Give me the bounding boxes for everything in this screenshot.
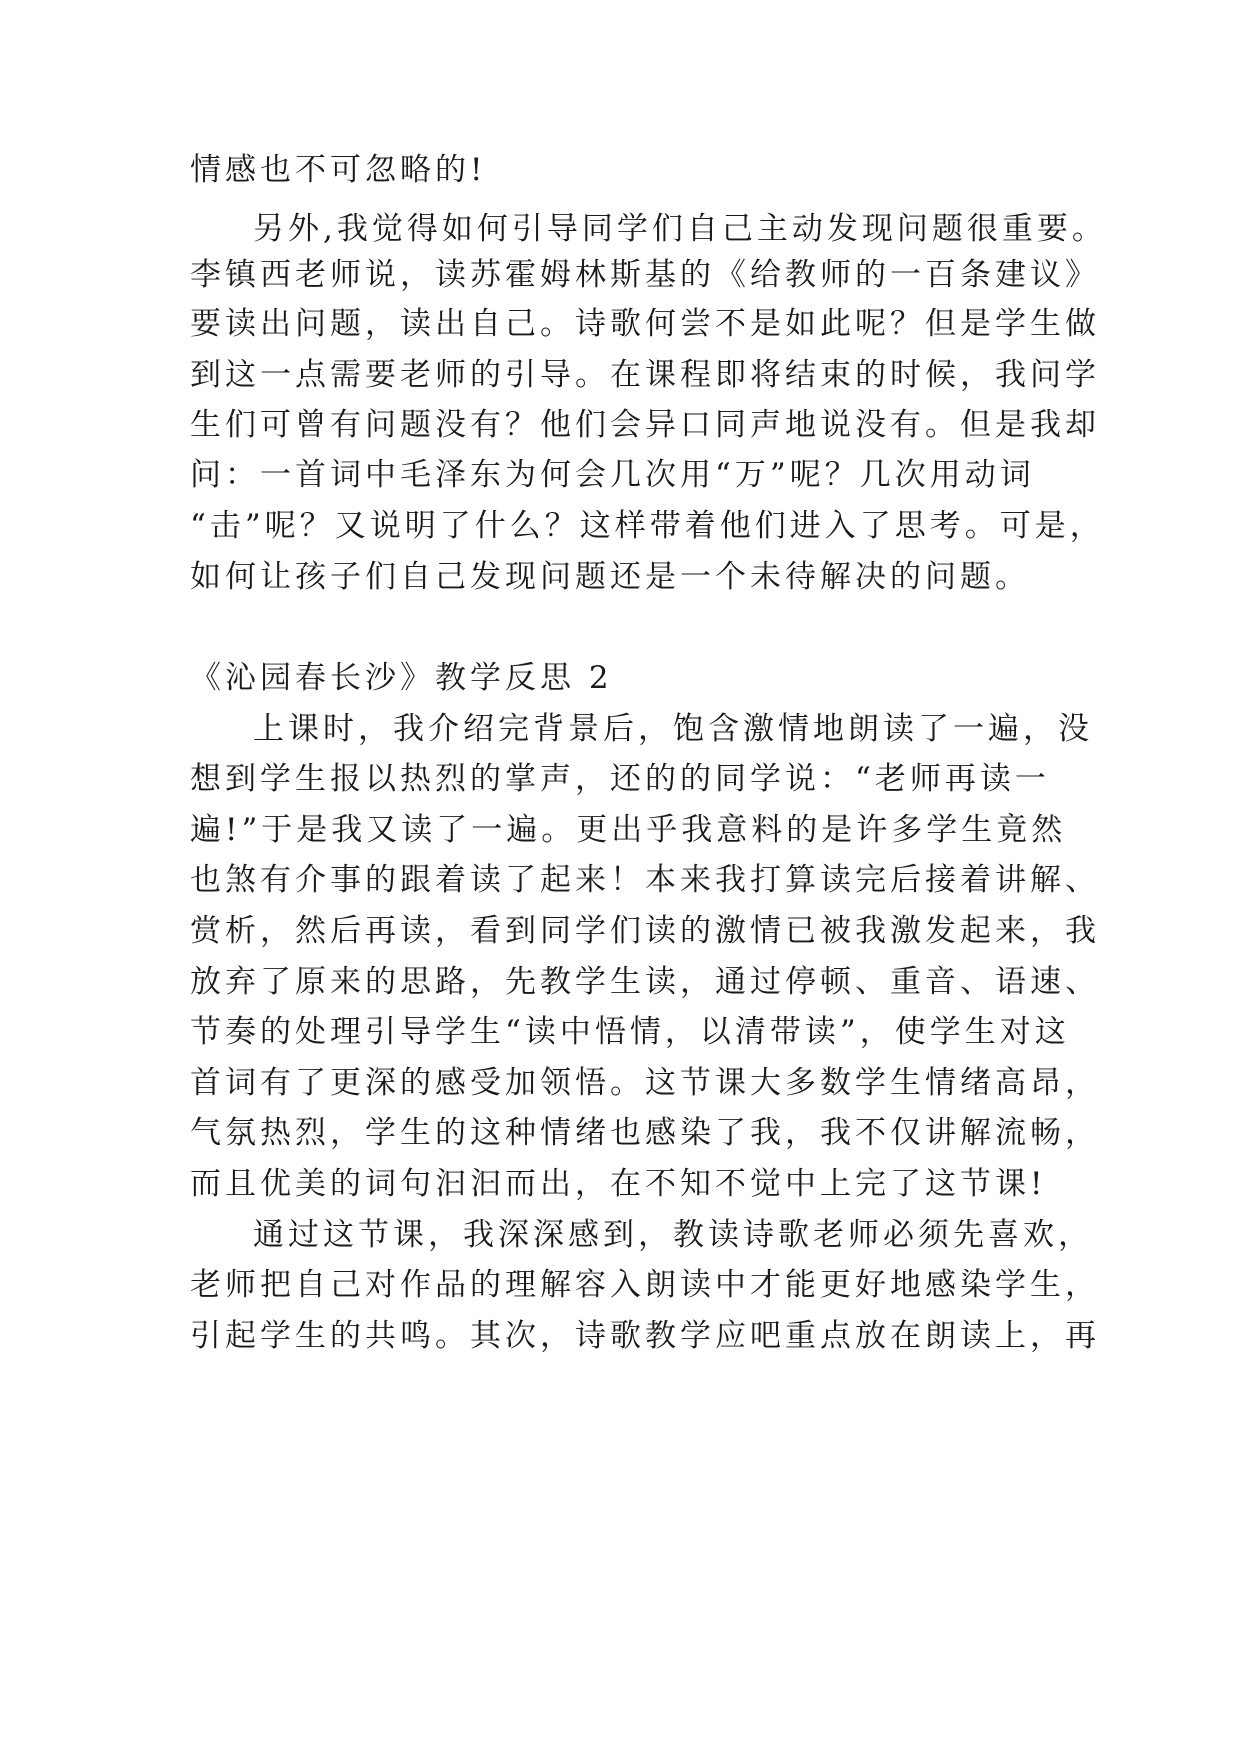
paragraph-line: 问：一首词中毛泽东为何会几次用“万”呢？几次用动词 [190, 457, 1035, 493]
paragraph-line: 如何让孩子们自己发现问题还是一个未待解决的问题。 [190, 559, 1030, 595]
paragraph-line: 生们可曾有问题没有？他们会异口同声地说没有。但是我却 [190, 407, 1100, 443]
paragraph-line: 遍!”于是我又读了一遍。更出乎我意料的是许多学生竟然 [190, 812, 1067, 848]
paragraph-line: 到这一点需要老师的引导。在课程即将结束的时候，我问学 [190, 357, 1100, 393]
paragraph-line: 上课时，我介绍完背景后，饱含激情地朗读了一遍，没 [253, 711, 1093, 747]
paragraph-line: 老师把自己对作品的理解容入朗读中才能更好地感染学生， [190, 1267, 1100, 1303]
paragraph-line: 节奏的处理引导学生“读中悟情，以清带读”，使学生对这 [190, 1014, 1070, 1050]
paragraph-line: 想到学生报以热烈的掌声，还的的同学说：“老师再读一 [190, 761, 1050, 797]
paragraph-line: 李镇西老师说，读苏霍姆林斯基的《给教师的一百条建议》 [190, 257, 1100, 293]
paragraph-line: 另外,我觉得如何引导同学们自己主动发现问题很重要。 [253, 211, 1107, 247]
paragraph-line: 通过这节课，我深深感到，教读诗歌老师必须先喜欢， [253, 1217, 1093, 1253]
section-title: 《沁园春长沙》教学反思 2 [190, 660, 613, 696]
paragraph-line: 情感也不可忽略的! [190, 152, 487, 188]
paragraph-line: 也煞有介事的跟着读了起来！本来我打算读完后接着讲解、 [190, 862, 1100, 898]
paragraph-line: 放弃了原来的思路，先教学生读，通过停顿、重音、语速、 [190, 964, 1100, 1000]
paragraph-line: 引起学生的共鸣。其次，诗歌教学应吧重点放在朗读上，再 [190, 1318, 1100, 1354]
paragraph-line: “击”呢？又说明了什么？这样带着他们进入了思考。可是， [190, 508, 1105, 544]
paragraph-line: 赏析，然后再读，看到同学们读的激情已被我激发起来，我 [190, 913, 1100, 949]
paragraph-line: 而且优美的词句汩汩而出，在不知不觉中上完了这节课! [190, 1166, 1047, 1202]
paragraph-line: 气氛热烈，学生的这种情绪也感染了我，我不仅讲解流畅， [190, 1115, 1100, 1151]
paragraph-line: 要读出问题，读出自己。诗歌何尝不是如此呢？但是学生做 [190, 306, 1100, 342]
paragraph-line: 首词有了更深的感受加领悟。这节课大多数学生情绪高昂， [190, 1065, 1100, 1101]
